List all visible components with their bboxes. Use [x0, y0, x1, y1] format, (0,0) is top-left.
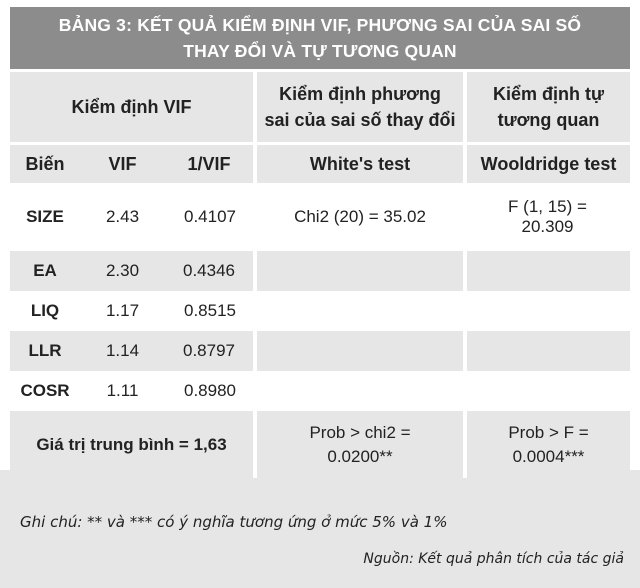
table-row: [10, 251, 630, 291]
header-vif: VIF: [80, 144, 165, 184]
vif-cell: 2.43: [80, 183, 165, 251]
inv-vif-cell: 0.4107: [165, 183, 255, 251]
table-row: [10, 371, 630, 411]
vif-cell: 1.17: [80, 291, 165, 331]
header-variance-group: [255, 72, 465, 144]
vif-cell: 1.11: [80, 371, 165, 411]
header-white: White's test: [255, 144, 465, 184]
inv-vif-cell: 0.8515: [165, 291, 255, 331]
header-row-columns: [10, 144, 630, 184]
wooldridge-line1: F (1, 15) =: [508, 197, 587, 216]
variable-cell: LLR: [10, 331, 80, 371]
variable-cell: COSR: [10, 371, 80, 411]
variable-cell: EA: [10, 251, 80, 291]
variable-cell: LIQ: [10, 291, 80, 331]
empty-cell: [465, 331, 630, 371]
white-prob-line1: Prob > chi2 =: [309, 422, 411, 442]
header-inv-vif: 1/VIF: [165, 144, 255, 184]
vif-cell: 2.30: [80, 251, 165, 291]
header-autocorr-line1: Kiểm định tự: [492, 84, 605, 104]
wooldridge-test-cell: [465, 183, 630, 251]
header-variance-line1: Kiểm định phương: [279, 84, 441, 104]
header-variance-line2: sai của sai số thay đổi: [264, 110, 456, 130]
table-source: Nguồn: Kết quả phân tích của tác giả: [363, 551, 624, 567]
empty-cell: [255, 291, 465, 331]
header-autocorr-group: [465, 72, 630, 144]
vif-cell: 1.14: [80, 331, 165, 371]
empty-cell: [255, 251, 465, 291]
header-row-groups: [10, 72, 630, 144]
inv-vif-cell: 0.4346: [165, 251, 255, 291]
empty-cell: [255, 331, 465, 371]
inv-vif-cell: 0.8980: [165, 371, 255, 411]
white-prob-line2: 0.0200**: [327, 446, 393, 466]
empty-cell: [255, 371, 465, 411]
header-autocorr-line2: tương quan: [497, 110, 600, 130]
wooldridge-prob-line2: 0.0004***: [512, 446, 585, 466]
wooldridge-prob-line1: Prob > F =: [508, 422, 589, 442]
table-note: Ghi chú: ** và *** có ý nghĩa tương ứng ở mức 5% và 1%: [20, 513, 448, 531]
table-row: [10, 331, 630, 371]
white-test-cell: Chi2 (20) = 35.02: [255, 183, 465, 251]
average-row: [10, 411, 630, 478]
variable-cell: SIZE: [10, 183, 80, 251]
results-table: [10, 72, 630, 478]
empty-cell: [465, 371, 630, 411]
table-row: [10, 183, 630, 251]
wooldridge-prob-cell: [465, 411, 630, 478]
table-title: [10, 7, 630, 69]
header-variable: Biến: [10, 144, 80, 184]
header-vif-group: Kiểm định VIF: [10, 72, 255, 144]
header-wooldridge: Wooldridge test: [465, 144, 630, 184]
average-label: Giá trị trung bình = 1,63: [10, 411, 255, 478]
empty-cell: [465, 291, 630, 331]
table-row: [10, 291, 630, 331]
inv-vif-cell: 0.8797: [165, 331, 255, 371]
table-title-line1: BẢNG 3: KẾT QUẢ KIỂM ĐỊNH VIF, PHƯƠNG SAI CỦA SAI SỐ: [58, 15, 582, 35]
wooldridge-line2: 20.309: [521, 217, 574, 236]
table-title-line2: THAY ĐỔI VÀ TỰ TƯƠNG QUAN: [183, 41, 457, 61]
white-prob-cell: [255, 411, 465, 478]
empty-cell: [465, 251, 630, 291]
